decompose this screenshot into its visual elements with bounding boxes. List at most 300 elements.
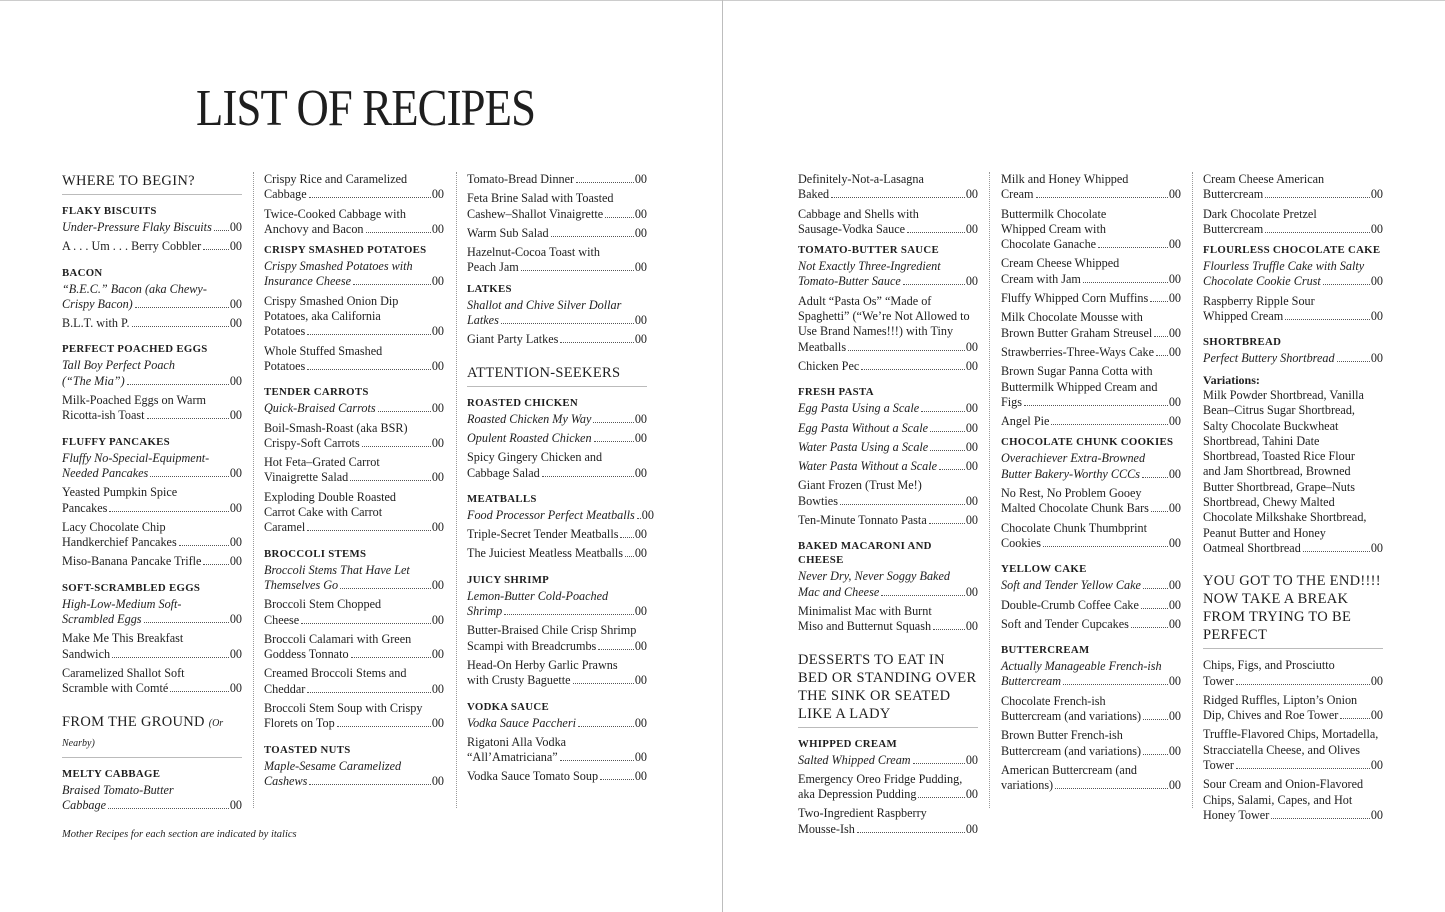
- category-heading: MEATBALLS: [467, 492, 537, 505]
- recipe-title-line: Buttercream (and variations): [1001, 743, 1142, 758]
- recipe-title-line: A . . . Um . . . Berry Cobbler: [62, 239, 202, 254]
- recipe-entry: [798, 459, 978, 474]
- recipe-title-line: Buttercream (and variations): [1001, 709, 1142, 724]
- dot-leader: [933, 629, 965, 630]
- category-heading: BAKED MACARONI AND CHEESE: [798, 540, 932, 567]
- page-number: 00: [634, 260, 647, 275]
- recipe-entry: [798, 294, 978, 355]
- dot-leader: [112, 657, 229, 658]
- recipe-entry: [798, 401, 978, 416]
- page-number: 00: [431, 358, 444, 373]
- recipe-title-line: Cashew–Shallot Vinaigrette: [467, 206, 604, 221]
- recipe-title-line: Pancakes: [62, 500, 108, 515]
- dot-leader: [594, 441, 634, 442]
- category-heading: WHIPPED CREAM: [798, 737, 897, 750]
- recipe-title-line: Crispy-Soft Carrots: [264, 435, 360, 450]
- recipe-title-line: Shortbread, Tahini Date: [1203, 433, 1320, 448]
- recipe-title-line: Brown Butter Graham Streusel: [1001, 325, 1153, 340]
- recipe-entry: [467, 450, 647, 481]
- dot-leader: [907, 232, 965, 233]
- recipe-entry: [62, 666, 242, 697]
- page-number: 00: [431, 520, 444, 535]
- dot-leader: [913, 763, 965, 764]
- recipe-title-line: Egg Pasta Using a Scale: [798, 401, 920, 416]
- recipe-title-line: Malted Chocolate Chunk Bars: [1001, 501, 1149, 516]
- recipe-title-line: Crispy Bacon): [62, 296, 133, 311]
- recipe-title-line: Rigatoni Alla Vodka: [467, 734, 567, 749]
- dot-leader: [1098, 247, 1168, 248]
- page-number: 00: [1168, 414, 1181, 429]
- recipe-title-line: Buttermilk Chocolate: [1001, 206, 1107, 221]
- recipe-title-line: Themselves Go: [264, 577, 339, 592]
- dot-leader: [831, 197, 965, 198]
- recipe-title-line: Whipped Cream with: [1001, 221, 1106, 236]
- recipe-title-line: Honey Tower: [1203, 807, 1270, 822]
- dot-leader: [576, 182, 634, 183]
- dot-leader: [1323, 284, 1370, 285]
- recipe-title-line: Flourless Truffle Cake with Salty: [1203, 259, 1365, 274]
- recipe-title-line: Chocolate Milkshake Shortbread,: [1203, 510, 1367, 525]
- dot-leader: [521, 270, 634, 271]
- category-heading: CRISPY SMASHED POTATOES: [264, 244, 427, 257]
- recipe-entry: [62, 358, 242, 389]
- recipe-title-line: The Juiciest Meatless Meatballs: [467, 546, 624, 561]
- page-number: 00: [1168, 597, 1181, 612]
- recipe-title-line: Cheddar: [264, 681, 306, 696]
- recipe-entry: [1203, 693, 1383, 724]
- page-number: 00: [1370, 187, 1383, 202]
- page-title: LIST OF RECIPES: [196, 80, 536, 137]
- recipe-title-line: Cabbage and Shells with: [798, 206, 919, 221]
- recipe-title-line: Chips, Figs, and Prosciutto: [1203, 658, 1335, 673]
- recipe-entry: [467, 332, 647, 347]
- recipe-title-line: Broccoli Stem Chopped: [264, 597, 382, 612]
- recipe-title-line: Maple-Sesame Caramelized: [264, 758, 402, 773]
- recipe-title-line: Broccoli Calamari with Green: [264, 631, 412, 646]
- column-divider: [989, 172, 990, 808]
- page-number: 00: [965, 439, 978, 454]
- dot-leader: [1154, 336, 1168, 337]
- dot-leader: [1156, 355, 1168, 356]
- page-number: 00: [634, 430, 647, 445]
- recipe-entry: [467, 172, 647, 187]
- recipe-title-line: Whole Stuffed Smashed: [264, 343, 383, 358]
- dot-leader: [848, 350, 965, 351]
- recipe-entry: [1001, 617, 1181, 632]
- page-number: 00: [229, 239, 242, 254]
- recipe-title-line: Tomato-Bread Dinner: [467, 172, 575, 186]
- recipe-entry: [467, 412, 647, 427]
- recipe-entry: [798, 753, 978, 768]
- recipe-entry: [264, 632, 444, 663]
- recipe-title-line: Overachiever Extra-Browned: [1001, 451, 1146, 466]
- page-number: 00: [1370, 274, 1383, 289]
- page-number: 00: [965, 752, 978, 767]
- dot-leader: [1141, 608, 1168, 609]
- recipe-entry: [1001, 728, 1181, 759]
- dot-leader: [598, 649, 634, 650]
- dot-leader: [1150, 301, 1168, 302]
- recipe-title-line: Broccoli Stems That Have Let: [264, 562, 410, 577]
- recipe-column-3: [467, 172, 654, 789]
- recipe-title-line: Cabbage: [264, 187, 307, 202]
- recipe-title-line: Water Pasta Using a Scale: [798, 439, 929, 454]
- page-number: 00: [1168, 325, 1181, 340]
- dot-leader: [366, 232, 431, 233]
- recipe-entry: [798, 513, 978, 528]
- recipe-title-line: Caramelized Shallot Soft: [62, 665, 185, 680]
- recipe-title-line: Chicken Pec: [798, 358, 860, 373]
- recipe-entry: [1203, 777, 1383, 823]
- recipe-title-line: Peach Jam: [467, 260, 519, 275]
- recipe-title-line: Chocolate Cookie Crust: [1203, 274, 1321, 289]
- recipe-title-line: Potatoes: [264, 358, 306, 373]
- recipe-title-line: Baked: [798, 187, 830, 202]
- dot-leader: [560, 342, 633, 343]
- recipe-title-line: Ten-Minute Tonnato Pasta: [798, 513, 927, 528]
- recipe-entry: [1203, 172, 1383, 203]
- page-number: 00: [229, 554, 242, 569]
- dot-leader: [930, 431, 965, 432]
- page-number: 00: [1168, 535, 1181, 550]
- recipe-entry: [264, 207, 444, 238]
- category-heading: YELLOW CAKE: [1001, 563, 1087, 576]
- recipe-title-line: Soft and Tender Yellow Cake: [1001, 578, 1141, 593]
- recipe-entry: [62, 282, 242, 313]
- recipe-title-line: Actually Manageable French-ish: [1001, 659, 1162, 674]
- page-number: 00: [965, 787, 978, 802]
- recipe-title-line: Milk Powder Shortbread, Vanilla: [1203, 387, 1364, 402]
- recipe-column-4: [798, 172, 978, 841]
- page-number: 00: [431, 577, 444, 592]
- page-number: 00: [431, 681, 444, 696]
- recipe-title-line: Boil-Smash-Roast (aka BSR): [264, 420, 408, 435]
- recipe-entry: [1001, 763, 1181, 794]
- section-heading: [1203, 572, 1383, 649]
- page-number: 00: [1168, 344, 1181, 359]
- recipe-title-line: Raspberry Ripple Sour: [1203, 293, 1315, 308]
- category-heading: VODKA SAUCE: [467, 700, 549, 713]
- dot-leader: [144, 622, 229, 623]
- recipe-title-line: Truffle-Flavored Chips, Mortadella,: [1203, 727, 1379, 742]
- recipe-title-line: Florets on Top: [264, 716, 335, 731]
- page-number: 00: [965, 274, 978, 289]
- dot-leader: [1043, 546, 1168, 547]
- recipe-title-line: Make Me This Breakfast: [62, 631, 184, 646]
- section-heading: [798, 651, 978, 728]
- recipe-entry: [62, 393, 242, 424]
- recipe-title-line: “All’Amatriciana”: [467, 750, 558, 765]
- recipe-title-line: Chocolate Ganache: [1001, 237, 1097, 252]
- recipe-title-line: Buttercream: [1203, 221, 1264, 236]
- recipe-entry: [1001, 578, 1181, 593]
- section-heading: [467, 364, 647, 387]
- recipe-entry: [1203, 388, 1383, 556]
- page-number: 00: [1168, 291, 1181, 306]
- recipe-title-line: Use Brand Names!!!) with Tiny: [798, 324, 954, 339]
- recipe-title-line: Salted Whipped Cream: [798, 752, 911, 767]
- dot-leader: [1285, 319, 1370, 320]
- dot-leader: [1337, 361, 1370, 362]
- dot-leader: [551, 236, 634, 237]
- category-heading: FLAKY BISCUITS: [62, 205, 157, 217]
- dot-leader: [1236, 768, 1370, 769]
- dot-leader: [1142, 477, 1168, 478]
- page-number: 00: [229, 646, 242, 661]
- recipe-entry: [62, 316, 242, 331]
- recipe-title-line: variations): [1001, 778, 1054, 793]
- recipe-entry: [1001, 521, 1181, 552]
- recipe-title-line: Adult “Pasta Os” “Made of: [798, 293, 932, 308]
- section-heading-note: (Or Nearby): [62, 717, 224, 749]
- page-number: 00: [229, 797, 242, 812]
- recipe-entry: [62, 520, 242, 551]
- recipe-title-line: Milk and Honey Whipped: [1001, 172, 1129, 186]
- recipe-title-line: Potatoes: [264, 324, 306, 339]
- recipe-title-line: Carrot Cake with Carrot: [264, 505, 383, 520]
- page-number: 00: [229, 681, 242, 696]
- dot-leader: [1055, 788, 1168, 789]
- recipe-title-line: Giant Frozen (Trust Me!): [798, 478, 922, 493]
- recipe-title-line: Cabbage: [62, 797, 107, 812]
- recipe-title-line: High-Low-Medium Soft-: [62, 596, 182, 611]
- variations-label: Variations:: [1203, 372, 1260, 387]
- page-number: 00: [965, 420, 978, 435]
- page-number: 00: [1168, 578, 1181, 593]
- recipe-title-line: Crispy Rice and Caramelized: [264, 172, 408, 186]
- recipe-entry: [1001, 451, 1181, 482]
- recipe-entry: [264, 563, 444, 594]
- section-heading: [62, 713, 242, 758]
- recipe-title-line: Sandwich: [62, 646, 111, 661]
- recipe-entry: [1001, 207, 1181, 253]
- recipe-title-line: Vodka Sauce Paccheri: [467, 715, 576, 730]
- dot-leader: [1265, 232, 1370, 233]
- page-number: 00: [634, 715, 647, 730]
- page-number: 00: [634, 527, 647, 542]
- recipe-title-line: Water Pasta Without a Scale: [798, 459, 938, 474]
- page-number: 00: [1370, 309, 1383, 324]
- recipe-entry: [1203, 259, 1383, 290]
- recipe-title-line: Cabbage Salad: [467, 465, 540, 480]
- recipe-title-line: B.L.T. with P.: [62, 316, 130, 331]
- recipe-title-line: Butter Shortbread, Grape–Nuts: [1203, 479, 1355, 494]
- dot-leader: [1051, 424, 1167, 425]
- dot-leader: [625, 556, 634, 557]
- dot-leader: [301, 623, 431, 624]
- recipe-entry: [1001, 291, 1181, 306]
- page-number: 00: [634, 332, 647, 347]
- page-number: 00: [634, 546, 647, 561]
- recipe-title-line: Triple-Secret Tender Meatballs: [467, 527, 619, 542]
- page-number: 00: [1168, 616, 1181, 631]
- dot-leader: [637, 518, 641, 519]
- dot-leader: [542, 476, 634, 477]
- dot-leader: [1151, 511, 1168, 512]
- dot-leader: [309, 784, 430, 785]
- recipe-title-line: (“The Mia”): [62, 373, 125, 388]
- page-number: 00: [1168, 778, 1181, 793]
- recipe-entry: [467, 546, 647, 561]
- dot-leader: [1036, 197, 1168, 198]
- recipe-entry: [264, 666, 444, 697]
- recipe-title-line: Figs: [1001, 394, 1023, 409]
- recipe-entry: [467, 623, 647, 654]
- recipe-title-line: and Jam Shortbread, Browned: [1203, 464, 1351, 479]
- recipe-title-line: Cream Cheese Whipped: [1001, 256, 1120, 271]
- dot-leader: [147, 418, 229, 419]
- page-number: 00: [431, 435, 444, 450]
- page-number: 00: [229, 465, 242, 480]
- recipe-entry: [264, 490, 444, 536]
- dot-leader: [857, 832, 965, 833]
- dot-leader: [135, 307, 229, 308]
- recipe-entry: [798, 421, 978, 436]
- recipe-title-line: Whipped Cream: [1203, 309, 1284, 324]
- recipe-entry: [1203, 294, 1383, 325]
- page-number: 00: [1370, 758, 1383, 773]
- recipe-title-line: Exploding Double Roasted: [264, 489, 397, 504]
- page-number: 00: [229, 220, 242, 234]
- page-number: 00: [965, 619, 978, 634]
- recipe-entry: [467, 769, 647, 784]
- recipe-title-line: Giant Party Latkes: [467, 332, 559, 347]
- dot-leader: [861, 369, 965, 370]
- recipe-title-line: Buttercream: [1001, 674, 1062, 689]
- dot-leader: [353, 284, 431, 285]
- recipe-title-line: Brown Sugar Panna Cotta with: [1001, 364, 1153, 379]
- category-heading: MELTY CABBAGE: [62, 767, 161, 780]
- recipe-title-line: Shallot and Chive Silver Dollar: [467, 297, 622, 312]
- recipe-title-line: Chocolate Chunk Thumbprint: [1001, 520, 1148, 535]
- recipe-entry: [467, 507, 654, 523]
- recipe-title-line: Under-Pressure Flaky Biscuits: [62, 220, 212, 234]
- page-number: 00: [431, 612, 444, 627]
- recipe-title-line: Buttercream: [1203, 187, 1264, 202]
- recipe-title-line: Yeasted Pumpkin Spice: [62, 485, 178, 500]
- book-spine: [722, 0, 723, 912]
- recipe-entry: [798, 259, 978, 290]
- recipe-entry: [1203, 727, 1383, 773]
- column-divider: [456, 172, 457, 808]
- recipe-title-line: Cheese: [264, 612, 300, 627]
- recipe-title-line: Two-Ingredient Raspberry: [798, 806, 927, 821]
- recipe-entry: [62, 554, 242, 569]
- recipe-title-line: Tower: [1203, 758, 1234, 773]
- recipe-title-line: Ricotta-ish Toast: [62, 408, 145, 423]
- dot-leader: [350, 480, 431, 481]
- recipe-title-line: “B.E.C.” Bacon (aka Chewy-: [62, 281, 207, 296]
- column-divider: [1192, 172, 1193, 808]
- recipe-title-line: Spaghetti” (“We’re Not Allowed to: [798, 309, 970, 324]
- recipe-title-line: Potatoes, aka California: [264, 309, 381, 324]
- recipe-title-line: with Crusty Baguette: [467, 673, 571, 688]
- dot-leader: [203, 249, 229, 250]
- dot-leader: [840, 504, 965, 505]
- recipe-entry: [1001, 345, 1181, 360]
- dot-leader: [1143, 754, 1168, 755]
- category-heading: LATKES: [467, 282, 512, 295]
- recipe-title-line: Definitely-Not-a-Lasagna: [798, 172, 924, 186]
- recipe-entry: [1001, 486, 1181, 517]
- page-number: 00: [1168, 187, 1181, 202]
- category-heading: ROASTED CHICKEN: [467, 396, 578, 409]
- recipe-title-line: Mousse-Ish: [798, 821, 855, 836]
- dot-leader: [593, 422, 633, 423]
- recipe-title-line: Fluffy Whipped Corn Muffins: [1001, 291, 1149, 306]
- category-heading: BROCCOLI STEMS: [264, 547, 367, 560]
- recipe-entry: [467, 226, 647, 241]
- recipe-entry: [467, 298, 647, 329]
- recipe-column-2: [264, 172, 444, 793]
- dot-leader: [307, 692, 431, 693]
- page-number: 00: [1168, 743, 1181, 758]
- recipe-title-line: Bowties: [798, 493, 838, 508]
- page-number: 00: [641, 507, 654, 522]
- recipe-title-line: Shortbread, Toasted Rice Flour: [1203, 449, 1355, 464]
- recipe-column-6: [1203, 172, 1383, 827]
- category-heading: SHORTBREAD: [1203, 336, 1282, 349]
- page-number: 00: [1168, 394, 1181, 409]
- recipe-column-5: [1001, 172, 1181, 798]
- page-number: 00: [634, 172, 647, 186]
- recipe-title-line: Miso-Banana Pancake Trifle: [62, 554, 202, 569]
- recipe-title-line: American Buttercream (and: [1001, 762, 1138, 777]
- page-number: 00: [229, 316, 242, 331]
- dot-leader: [600, 779, 634, 780]
- recipe-title-line: Spicy Gingery Chicken and: [467, 450, 603, 465]
- recipe-title-line: Soft and Tender Cupcakes: [1001, 616, 1129, 631]
- page-number: 00: [431, 221, 444, 236]
- recipe-title-line: Brown Butter French-ish: [1001, 728, 1123, 743]
- recipe-title-line: Minimalist Mac with Burnt: [798, 603, 932, 618]
- dot-leader: [132, 326, 229, 327]
- recipe-entry: [467, 431, 647, 446]
- recipe-entry: [264, 421, 444, 452]
- recipe-title-line: aka Depression Pudding: [798, 787, 917, 802]
- category-heading: TENDER CARROTS: [264, 386, 369, 399]
- recipe-entry: [1203, 351, 1383, 366]
- page-number: 00: [1168, 674, 1181, 689]
- section-heading-text: YOU GOT TO THE END!!!! NOW TAKE A BREAK FROM TRYING TO BE PERFECT: [1203, 573, 1381, 644]
- page-number: 00: [965, 187, 978, 202]
- page-number: 00: [229, 373, 242, 388]
- recipe-title-line: Peanut Butter and Honey: [1203, 525, 1326, 540]
- section-heading-text: FROM THE GROUND: [62, 713, 205, 730]
- recipe-entry: [264, 172, 444, 203]
- recipe-title-line: Shortbread, Chewy Malted: [1203, 495, 1335, 510]
- dot-leader: [929, 523, 965, 524]
- recipe-title-line: Vinaigrette Salad: [264, 470, 349, 485]
- recipe-title-line: Cream Cheese American: [1203, 172, 1325, 186]
- recipe-entry: [62, 631, 242, 662]
- recipe-title-line: Cream: [1001, 187, 1034, 202]
- dot-leader: [1131, 627, 1168, 628]
- category-heading: BACON: [62, 266, 103, 279]
- page-number: 00: [634, 769, 647, 784]
- recipe-entry: [264, 701, 444, 732]
- page-number: 00: [431, 716, 444, 731]
- recipe-entry: [1001, 172, 1181, 203]
- recipe-entry: [264, 597, 444, 628]
- recipe-entry: [798, 569, 978, 600]
- dot-leader: [214, 230, 229, 231]
- page-number: 00: [965, 358, 978, 373]
- dot-leader: [605, 217, 634, 218]
- recipe-title-line: Vodka Sauce Tomato Soup: [467, 769, 599, 784]
- page-number: 00: [1370, 540, 1383, 555]
- recipe-title-line: Dip, Chives and Roe Tower: [1203, 708, 1339, 723]
